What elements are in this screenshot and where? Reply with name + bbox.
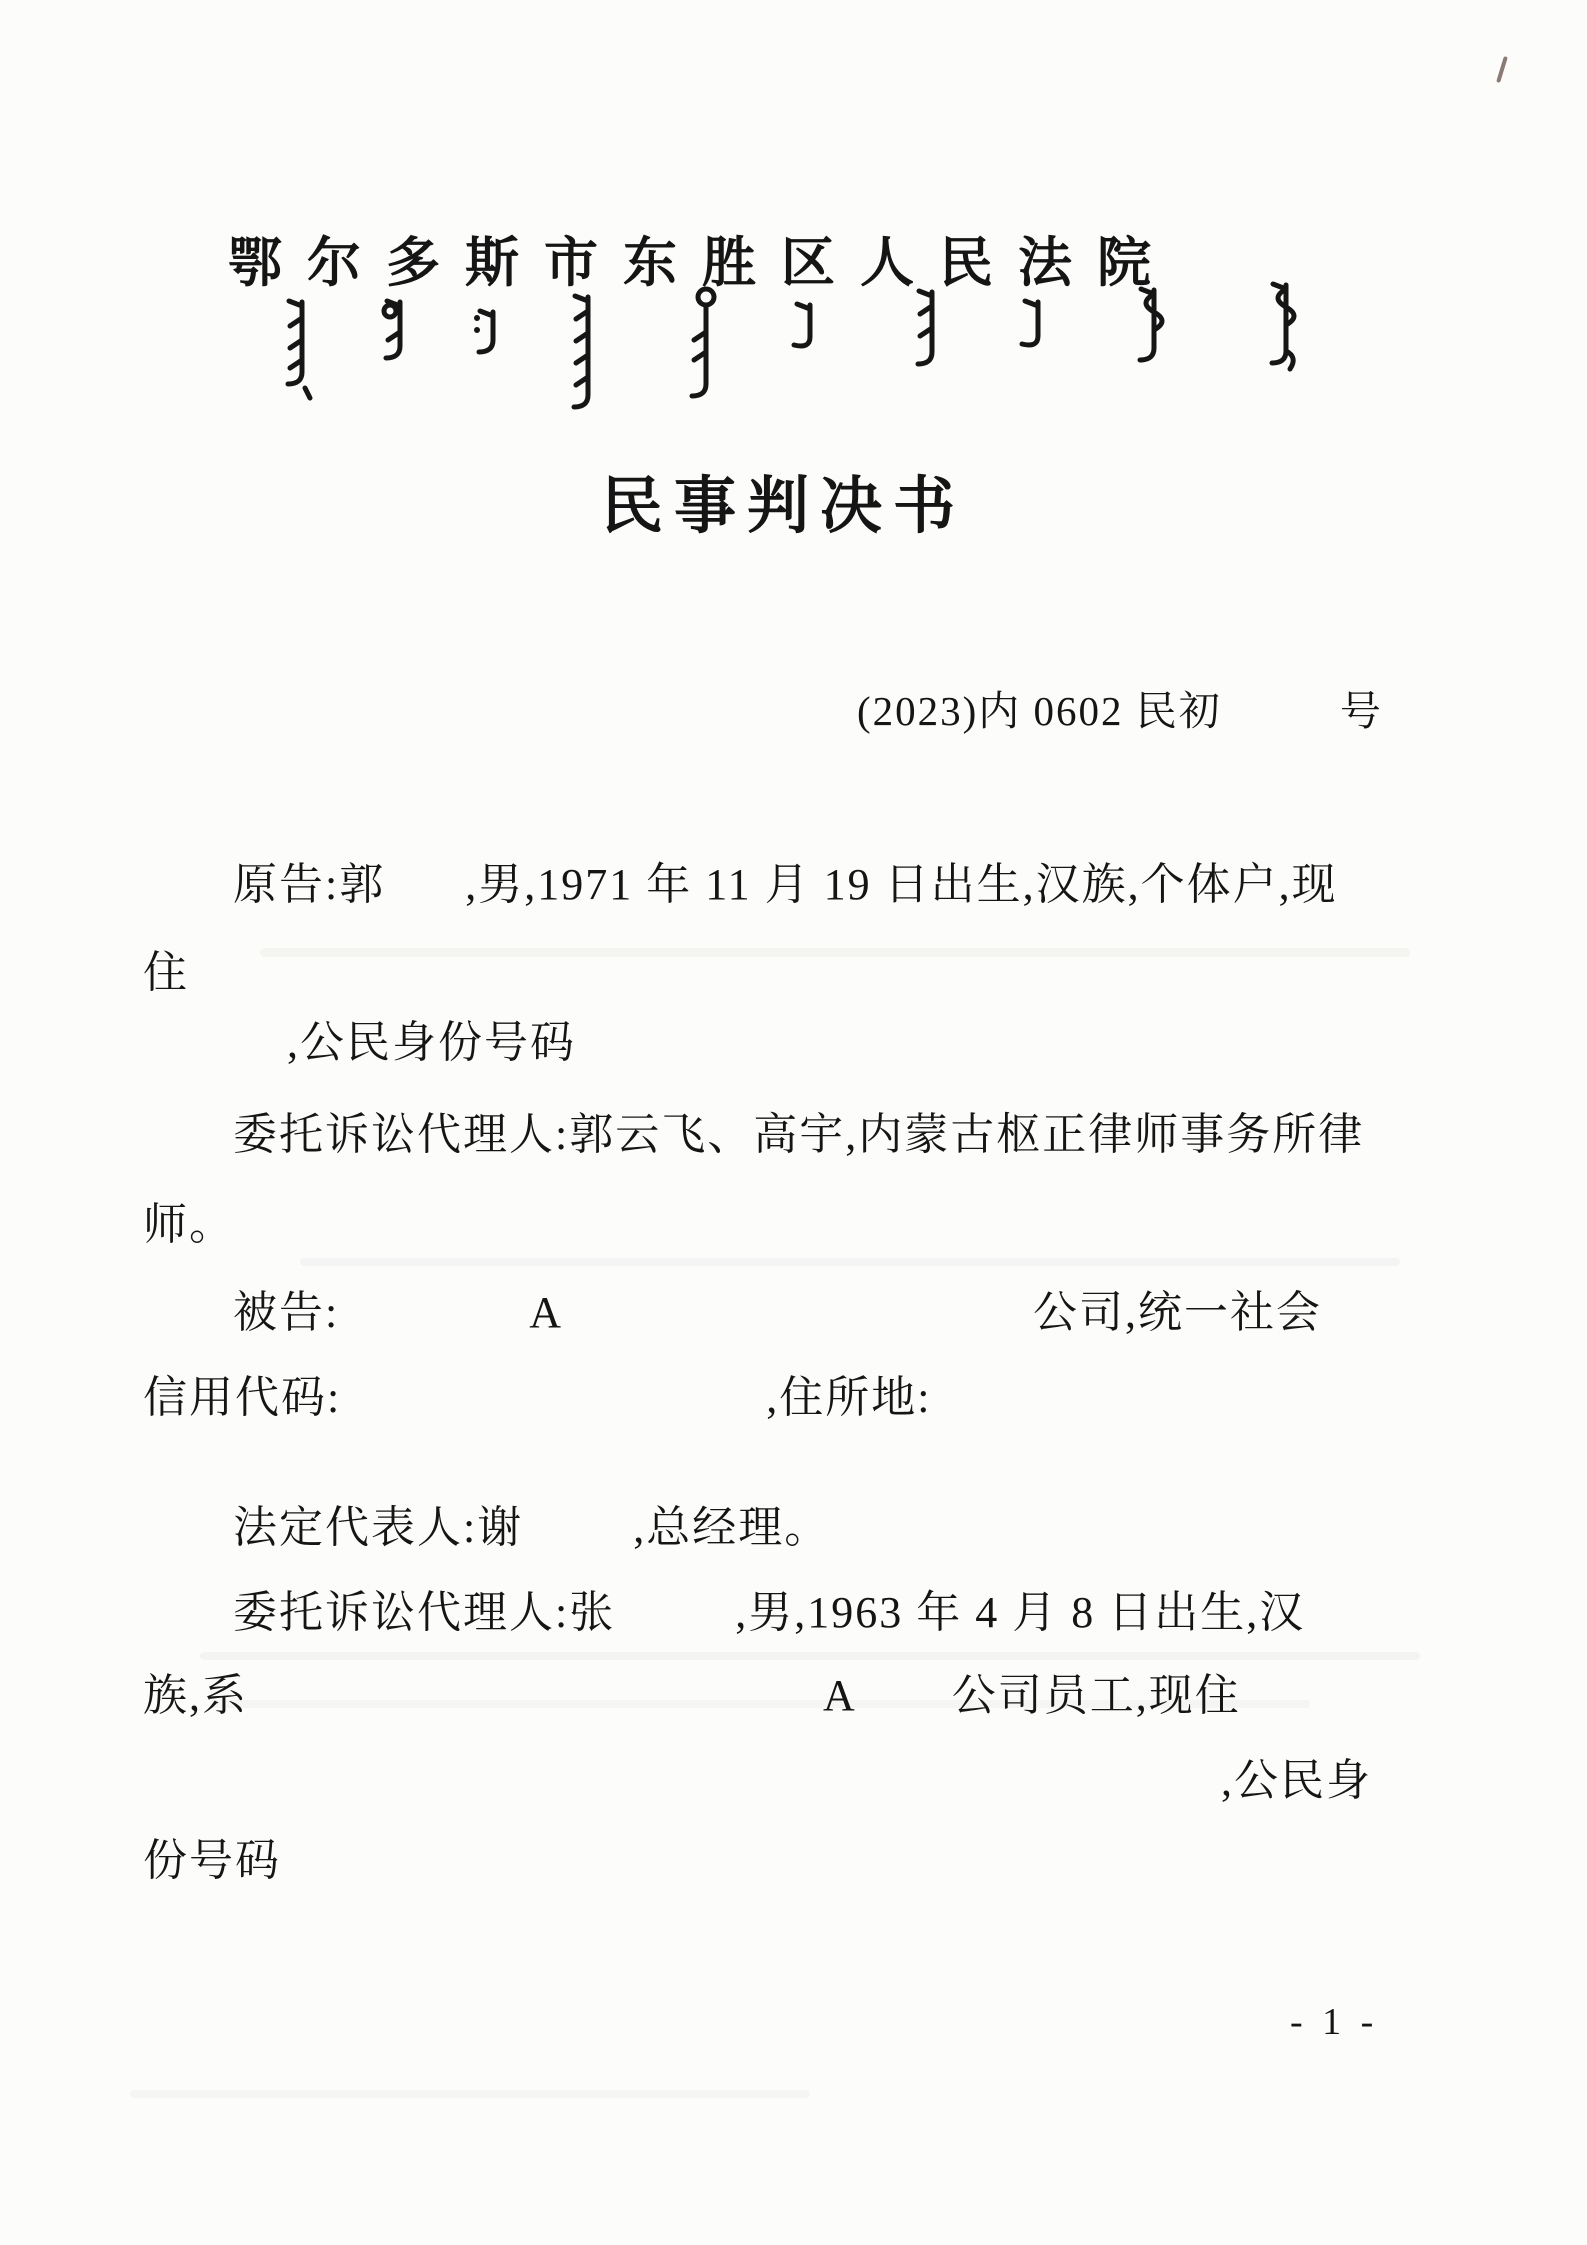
mongolian-glyph [558,293,604,427]
body-line [233,1491,830,1555]
text-segment: 被告: [233,1288,340,1337]
mongolian-glyph [780,301,826,365]
text-segment: 公司,统一社会 [1033,1288,1323,1337]
body-line [143,936,189,1000]
text-segment: 族,系 [143,1671,248,1720]
text-segment: 住 [143,948,189,997]
text-segment: 师。 [143,1200,235,1249]
text-segment: 份号码 [143,1836,281,1885]
body-line [143,1188,235,1252]
body-line [1221,1744,1372,1808]
pen-mark [1496,56,1508,83]
text-segment: ,男,1971 年 11 月 19 日出生,汉族,个体户,现 [465,860,1338,909]
text-segment: A [529,1288,564,1337]
document-title: 民事判决书 [601,473,967,541]
text-segment: ,公民身份号码 [287,1018,576,1067]
scan-artifact [300,1258,1400,1266]
body-line [233,848,1338,912]
page-number: - 1 - [1290,2001,1379,2043]
text-segment: ,男,1963 年 4 月 8 日出生,汉 [735,1588,1306,1637]
text-segment: 法定代表人:谢 [233,1503,524,1552]
scan-artifact [130,2090,810,2098]
court-name: 鄂尔多斯市东胜区人民法院 [228,233,1176,293]
scan-artifact [260,948,1410,957]
case-number-suffix: 号 [1339,688,1383,734]
mongolian-glyph [370,298,416,378]
text-segment: ,公民身 [1221,1756,1372,1805]
mongolian-glyph [272,298,318,404]
mongolian-glyph [1008,298,1054,364]
body-line [233,1576,1305,1640]
body-line [143,1361,931,1425]
mongolian-glyph [1256,281,1302,383]
mongolian-glyph [463,308,509,372]
text-segment: 原告:郭 [233,860,386,909]
text-segment: 公司员工,现住 [951,1671,1241,1720]
mongolian-glyph [1124,286,1170,380]
text-segment: 委托诉讼代理人:郭云飞、高宇,内蒙古枢正律师事务所律 [233,1110,1365,1159]
mongolian-glyph [676,286,722,416]
mongolian-glyph [902,288,948,384]
text-segment: A [823,1671,857,1720]
text-segment: ,总经理。 [633,1503,831,1552]
body-line [233,1098,1364,1162]
body-line [143,1824,281,1888]
case-number [857,678,1383,737]
text-segment: ,住所地: [766,1373,932,1422]
case-number-prefix: (2023)内 0602 民初 [857,688,1222,734]
body-line [143,1659,1241,1723]
text-segment: 委托诉讼代理人:张 [233,1588,616,1637]
text-segment: 信用代码: [143,1373,342,1422]
body-line [287,1006,576,1070]
body-line [233,1276,1322,1340]
